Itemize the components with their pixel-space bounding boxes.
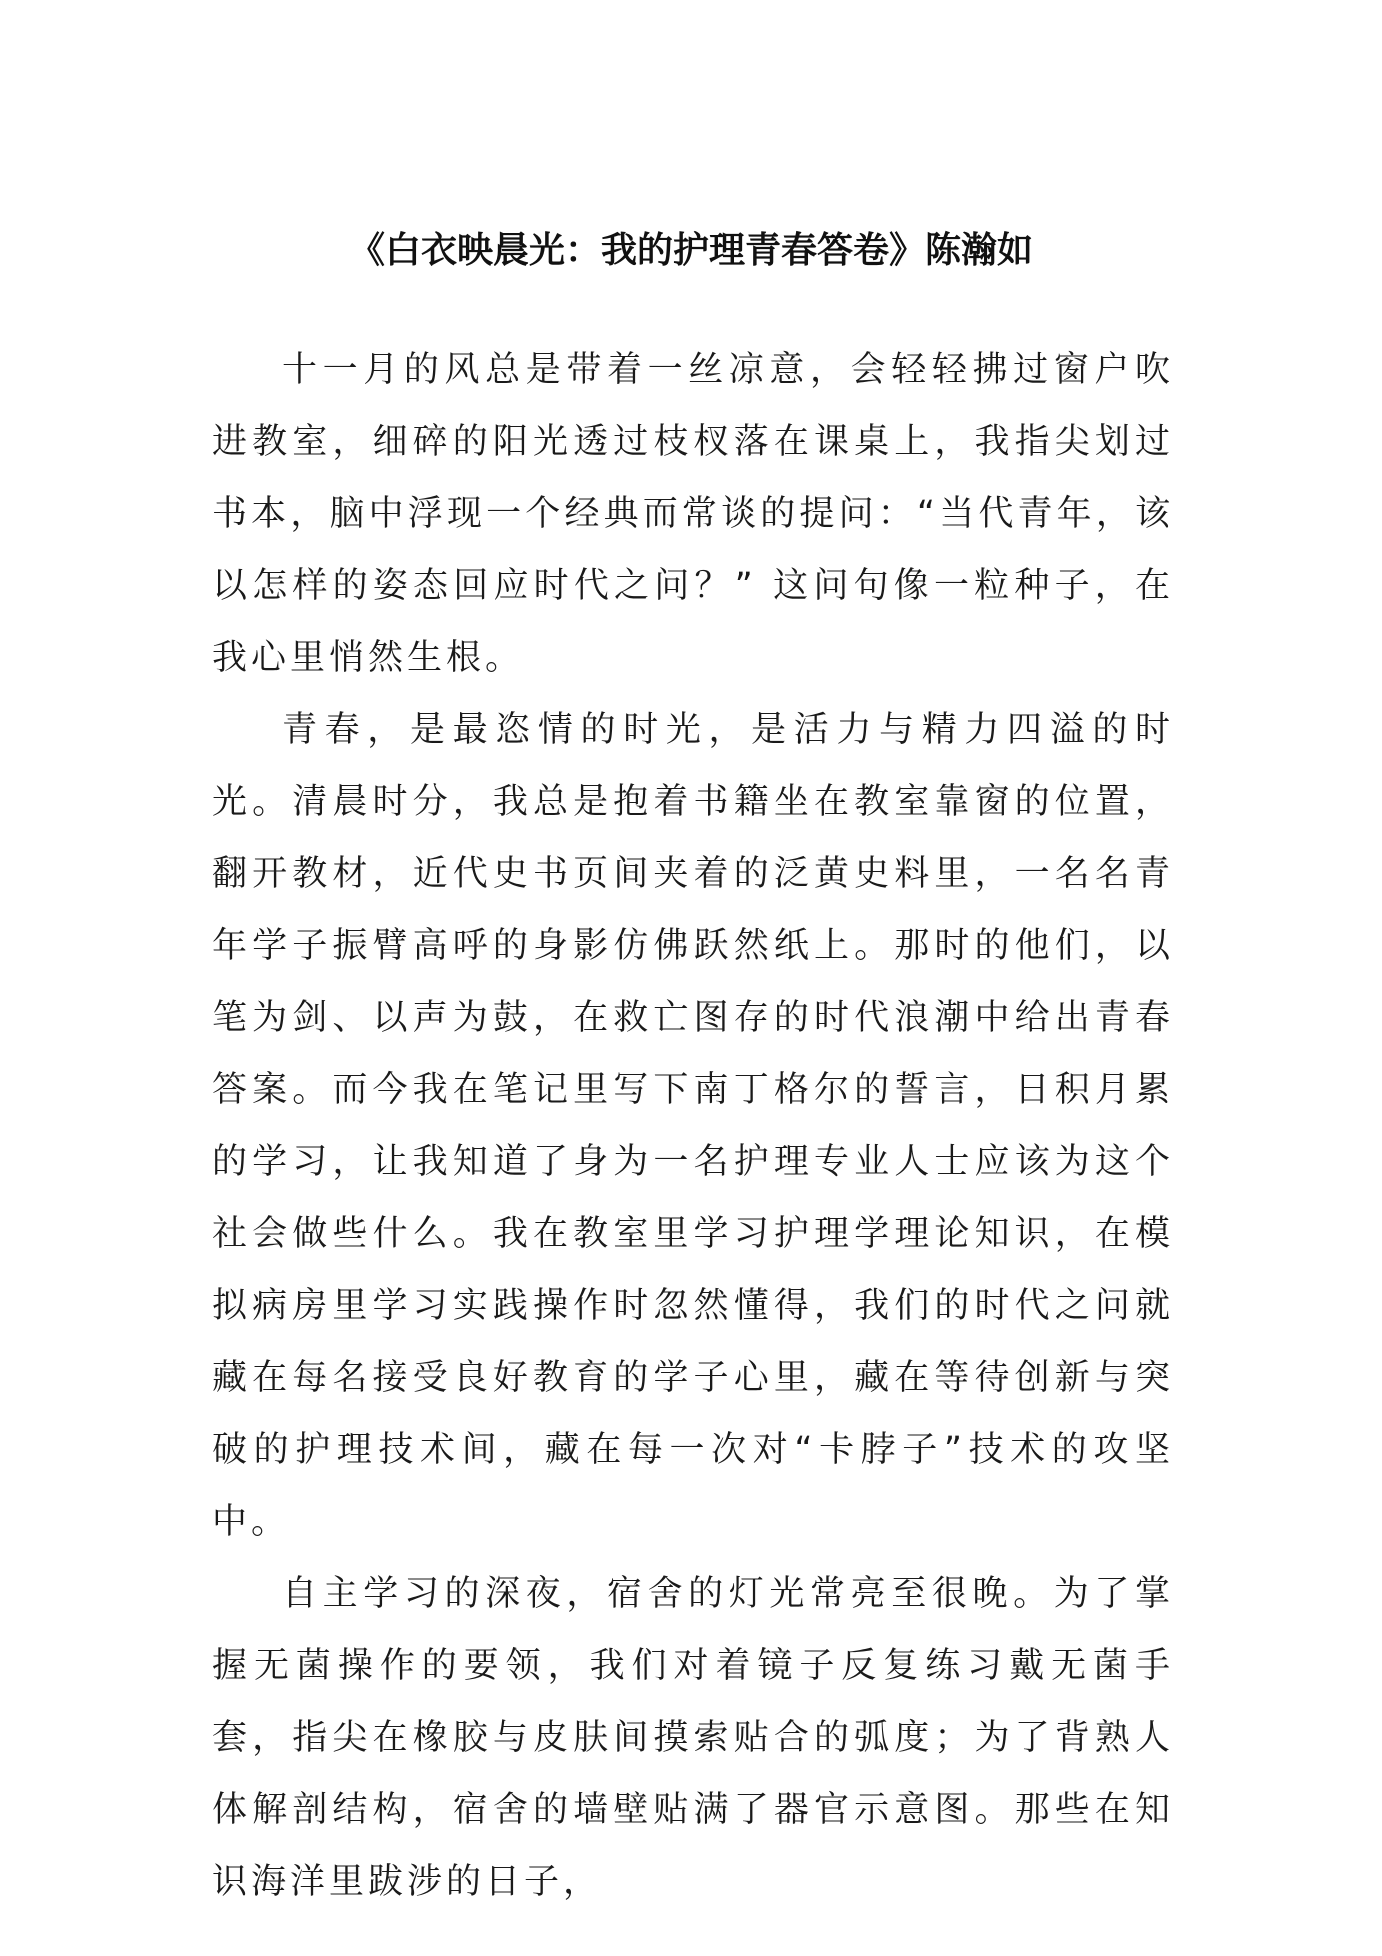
document-title: 《白衣映晨光：我的护理青春答卷》陈瀚如 [348, 229, 1033, 271]
paragraph-1: 十一月的风总是带着一丝凉意，会轻轻拂过窗户吹进教室，细碎的阳光透过枝杈落在课桌上，我指尖划过书本，脑中浮现一个经典而常谈的提问：“当代青年，该以怎样的姿态回应时代之问？” 这问句像一粒种子，在我心里悄然生根。 [212, 350, 1174, 678]
paragraph-2: 青春，是最恣情的时光，是活力与精力四溢的时光。清晨时分，我总是抱着书籍坐在教室靠窗的位置，翻开教材，近代史书页间夹着的泛黄史料里，一名名青年学子振臂高呼的身影仿佛跃然纸上。那时的他们，以笔为剑、以声为鼓，在救亡图存的时代浪潮中给出青春答案。而今我在笔记里写下南丁格尔的誓言，日积月累的学习，让我知道了身为一名护理专业人士应该为这个社会做些什么。我在教室里学习护理学理论知识，在模拟病房里学习实践操作时忽然懂得，我们的时代之问就藏在每名接受良好教育的学子心里，藏在等待创新与突破的护理技术间，藏在每一次对“卡脖子”技术的攻坚中。 [212, 710, 1174, 1542]
document-body [212, 334, 1174, 1918]
paragraph-3: 自主学习的深夜，宿舍的灯光常亮至很晚。为了掌握无菌操作的要领，我们对着镜子反复练习戴无菌手套，指尖在橡胶与皮肤间摸索贴合的弧度；为了背熟人体解剖结构，宿舍的墙壁贴满了器官示意图。那些在知识海洋里跋涉的日子， [212, 1574, 1174, 1902]
